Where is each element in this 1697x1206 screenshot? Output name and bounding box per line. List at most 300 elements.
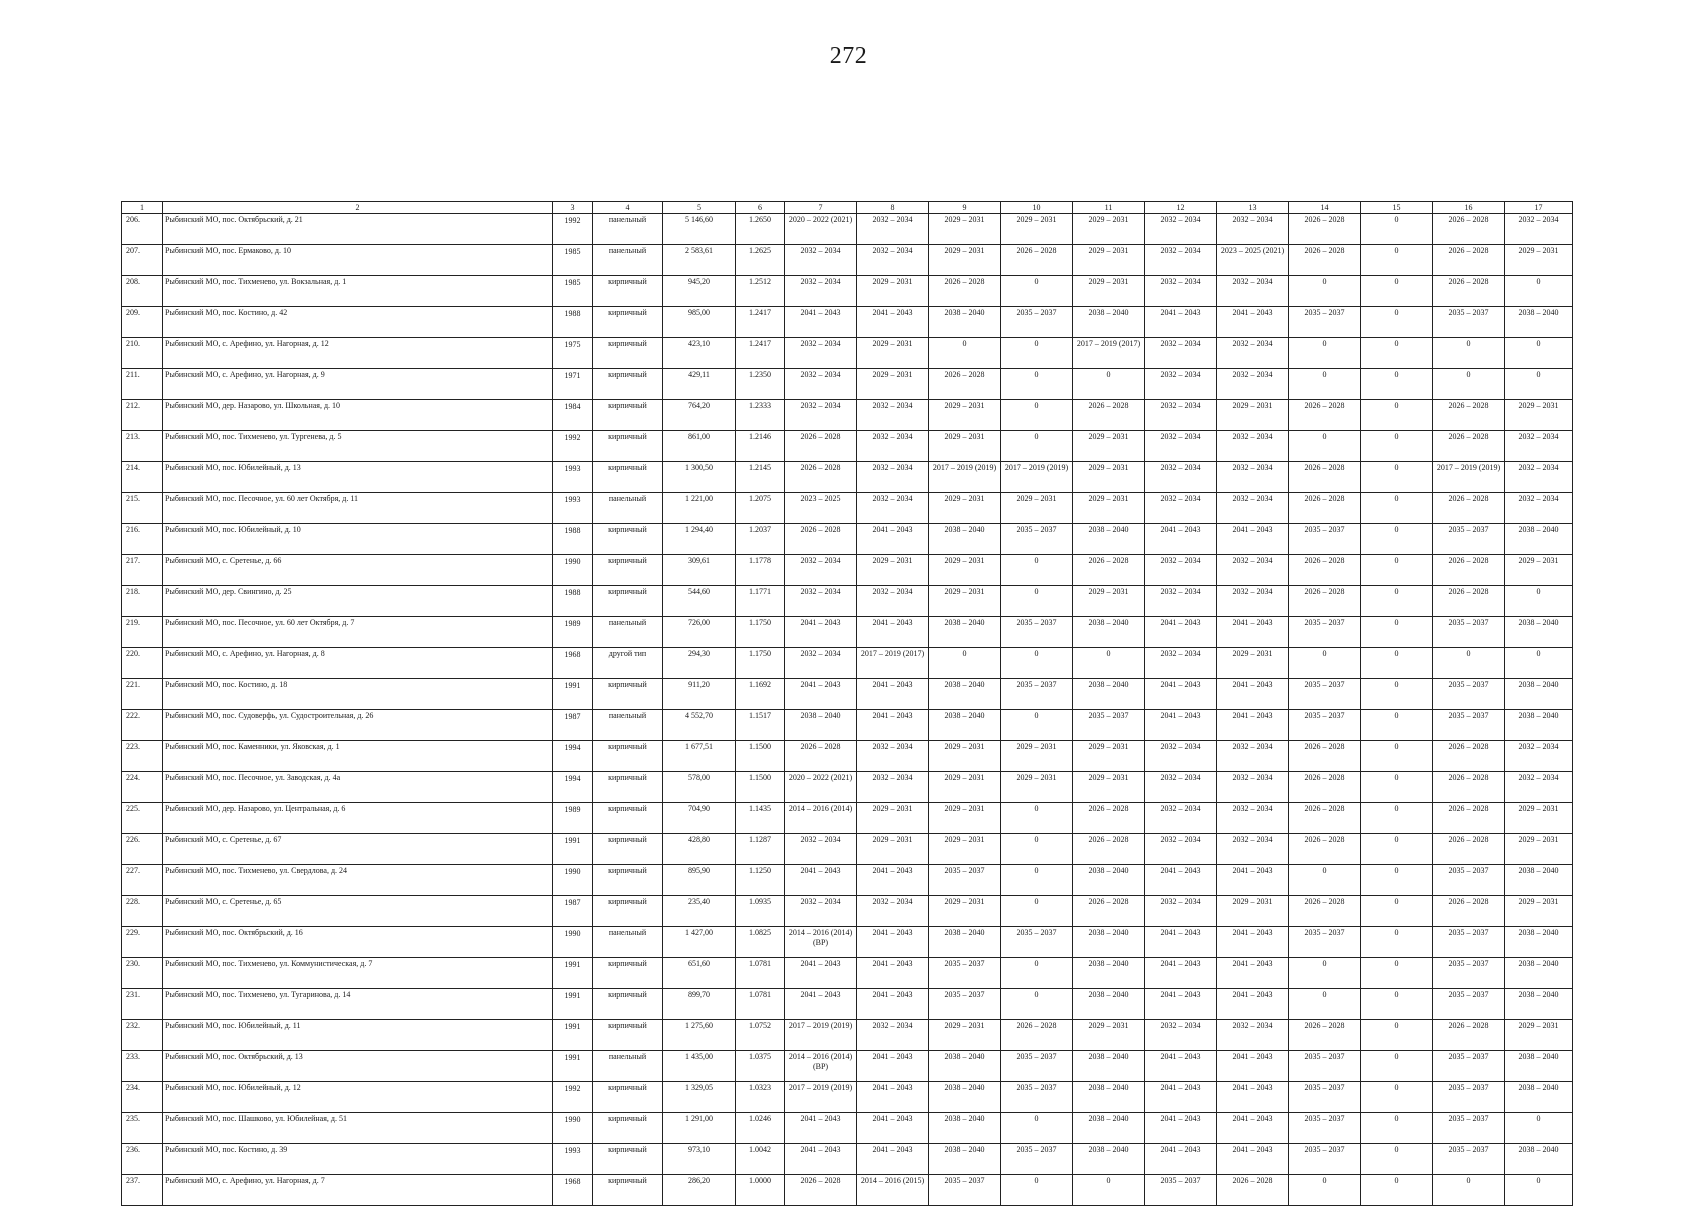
- address-cell: Рыбинский МО, с. Сретенье, д. 66: [163, 555, 553, 586]
- period-col-8-cell: 2032 – 2034: [857, 896, 929, 927]
- period-col-15-cell: 0: [1361, 276, 1433, 307]
- period-col-14-cell: 2026 – 2028: [1289, 555, 1361, 586]
- period-col-15-cell: 0: [1361, 679, 1433, 710]
- address-cell: Рыбинский МО, пос. Песочное, ул. 60 лет Октября, д. 11: [163, 493, 553, 524]
- period-col-9-cell: 2029 – 2031: [929, 555, 1001, 586]
- index-cell: 1.0375: [736, 1051, 785, 1082]
- period-col-12-cell: 2041 – 2043: [1145, 927, 1217, 958]
- period-col-16-cell: 0: [1433, 338, 1505, 369]
- period-col-12-cell: 2041 – 2043: [1145, 617, 1217, 648]
- table-row: [122, 245, 1573, 276]
- period-col-14-cell: 0: [1289, 989, 1361, 1020]
- period-col-16-cell: 2026 – 2028: [1433, 214, 1505, 245]
- row-number-cell: 221.: [122, 679, 163, 710]
- address-cell: Рыбинский МО, с. Арефино, ул. Нагорная, д. 7: [163, 1175, 553, 1206]
- period-col-14-cell: 2035 – 2037: [1289, 307, 1361, 338]
- index-cell: 1.2350: [736, 369, 785, 400]
- period-col-12-cell: 2035 – 2037: [1145, 1175, 1217, 1206]
- period-col-9-cell: 2038 – 2040: [929, 1082, 1001, 1113]
- period-col-14-cell: 0: [1289, 1175, 1361, 1206]
- period-col-15-cell: 0: [1361, 524, 1433, 555]
- period-col-10-cell: 2029 – 2031: [1001, 772, 1073, 803]
- period-col-7-cell: 2014 – 2016 (2014) (ВР): [785, 1051, 857, 1082]
- address-cell: Рыбинский МО, с. Сретенье, д. 65: [163, 896, 553, 927]
- wall-material-cell: кирпичный: [593, 586, 663, 617]
- period-col-11-cell: 2038 – 2040: [1073, 989, 1145, 1020]
- period-col-13-cell: 2041 – 2043: [1217, 1082, 1289, 1113]
- period-col-9-cell: 2038 – 2040: [929, 927, 1001, 958]
- period-col-9-cell: 2029 – 2031: [929, 493, 1001, 524]
- period-col-13-cell: 2041 – 2043: [1217, 927, 1289, 958]
- table-row: [122, 369, 1573, 400]
- period-col-13-cell: 2041 – 2043: [1217, 710, 1289, 741]
- year-built-cell: 1990: [553, 865, 593, 896]
- period-col-7-cell: 2041 – 2043: [785, 1113, 857, 1144]
- index-cell: 1.0323: [736, 1082, 785, 1113]
- wall-material-cell: кирпичный: [593, 400, 663, 431]
- period-col-14-cell: 2035 – 2037: [1289, 679, 1361, 710]
- period-col-14-cell: 2026 – 2028: [1289, 834, 1361, 865]
- period-col-15-cell: 0: [1361, 803, 1433, 834]
- period-col-17-cell: 2029 – 2031: [1505, 896, 1573, 927]
- wall-material-cell: кирпичный: [593, 338, 663, 369]
- period-col-7-cell: 2020 – 2022 (2021): [785, 772, 857, 803]
- period-col-11-cell: 2038 – 2040: [1073, 927, 1145, 958]
- period-col-14-cell: 2026 – 2028: [1289, 896, 1361, 927]
- table-row: [122, 307, 1573, 338]
- period-col-17-cell: 2038 – 2040: [1505, 958, 1573, 989]
- period-col-10-cell: 0: [1001, 1175, 1073, 1206]
- period-col-9-cell: 2029 – 2031: [929, 1020, 1001, 1051]
- period-col-8-cell: 2041 – 2043: [857, 927, 929, 958]
- period-col-13-cell: 2032 – 2034: [1217, 586, 1289, 617]
- area-cell: 861,00: [663, 431, 736, 462]
- area-cell: 1 275,60: [663, 1020, 736, 1051]
- period-col-13-cell: 2023 – 2025 (2021): [1217, 245, 1289, 276]
- year-built-cell: 1991: [553, 989, 593, 1020]
- period-col-9-cell: 0: [929, 648, 1001, 679]
- year-built-cell: 1991: [553, 1051, 593, 1082]
- period-col-9-cell: 2029 – 2031: [929, 803, 1001, 834]
- row-number-cell: 230.: [122, 958, 163, 989]
- period-col-9-cell: 2029 – 2031: [929, 586, 1001, 617]
- period-col-13-cell: 2032 – 2034: [1217, 214, 1289, 245]
- period-col-8-cell: 2041 – 2043: [857, 1144, 929, 1175]
- period-col-14-cell: 2026 – 2028: [1289, 245, 1361, 276]
- period-col-16-cell: 2026 – 2028: [1433, 896, 1505, 927]
- period-col-14-cell: 2035 – 2037: [1289, 927, 1361, 958]
- period-col-16-cell: 2017 – 2019 (2019): [1433, 462, 1505, 493]
- period-col-10-cell: 2035 – 2037: [1001, 617, 1073, 648]
- period-col-15-cell: 0: [1361, 307, 1433, 338]
- period-col-13-cell: 2032 – 2034: [1217, 369, 1289, 400]
- area-cell: 1 291,00: [663, 1113, 736, 1144]
- address-cell: Рыбинский МО, пос. Судоверфь, ул. Судостроительная, д. 26: [163, 710, 553, 741]
- period-col-7-cell: 2017 – 2019 (2019): [785, 1082, 857, 1113]
- area-cell: 895,90: [663, 865, 736, 896]
- row-number-cell: 233.: [122, 1051, 163, 1082]
- area-cell: 704,90: [663, 803, 736, 834]
- period-col-8-cell: 2029 – 2031: [857, 369, 929, 400]
- period-col-15-cell: 0: [1361, 431, 1433, 462]
- year-built-cell: 1988: [553, 586, 593, 617]
- period-col-8-cell: 2041 – 2043: [857, 1113, 929, 1144]
- row-number-cell: 229.: [122, 927, 163, 958]
- period-col-17-cell: 2032 – 2034: [1505, 431, 1573, 462]
- period-col-17-cell: 2038 – 2040: [1505, 679, 1573, 710]
- period-col-15-cell: 0: [1361, 741, 1433, 772]
- address-cell: Рыбинский МО, пос. Тихменево, ул. Тургенева, д. 5: [163, 431, 553, 462]
- address-cell: Рыбинский МО, пос. Тихменево, ул. Коммунистическая, д. 7: [163, 958, 553, 989]
- table-row: [122, 400, 1573, 431]
- period-col-13-cell: 2032 – 2034: [1217, 1020, 1289, 1051]
- period-col-16-cell: 2035 – 2037: [1433, 958, 1505, 989]
- period-col-8-cell: 2041 – 2043: [857, 307, 929, 338]
- table-row: [122, 1020, 1573, 1051]
- period-col-12-cell: 2041 – 2043: [1145, 958, 1217, 989]
- address-cell: Рыбинский МО, с. Арефино, ул. Нагорная, д. 8: [163, 648, 553, 679]
- wall-material-cell: кирпичный: [593, 679, 663, 710]
- wall-material-cell: кирпичный: [593, 1082, 663, 1113]
- period-col-14-cell: 0: [1289, 276, 1361, 307]
- row-number-cell: 213.: [122, 431, 163, 462]
- period-col-8-cell: 2032 – 2034: [857, 586, 929, 617]
- year-built-cell: 1968: [553, 1175, 593, 1206]
- period-col-16-cell: 2026 – 2028: [1433, 276, 1505, 307]
- year-built-cell: 1993: [553, 462, 593, 493]
- period-col-10-cell: 2035 – 2037: [1001, 307, 1073, 338]
- year-built-cell: 1991: [553, 958, 593, 989]
- period-col-10-cell: 0: [1001, 338, 1073, 369]
- table-row: [122, 927, 1573, 958]
- period-col-17-cell: 0: [1505, 276, 1573, 307]
- period-col-12-cell: 2032 – 2034: [1145, 276, 1217, 307]
- period-col-13-cell: 2032 – 2034: [1217, 493, 1289, 524]
- index-cell: 1.0246: [736, 1113, 785, 1144]
- address-cell: Рыбинский МО, пос. Костино, д. 39: [163, 1144, 553, 1175]
- period-col-14-cell: 0: [1289, 958, 1361, 989]
- year-built-cell: 1988: [553, 524, 593, 555]
- wall-material-cell: кирпичный: [593, 989, 663, 1020]
- period-col-12-cell: 2041 – 2043: [1145, 865, 1217, 896]
- period-col-16-cell: 2026 – 2028: [1433, 803, 1505, 834]
- period-col-16-cell: 0: [1433, 369, 1505, 400]
- year-built-cell: 1975: [553, 338, 593, 369]
- period-col-17-cell: 2038 – 2040: [1505, 865, 1573, 896]
- period-col-17-cell: 2029 – 2031: [1505, 1020, 1573, 1051]
- period-col-8-cell: 2032 – 2034: [857, 493, 929, 524]
- table-row: [122, 741, 1573, 772]
- period-col-8-cell: 2029 – 2031: [857, 338, 929, 369]
- period-col-8-cell: 2041 – 2043: [857, 958, 929, 989]
- period-col-9-cell: 2038 – 2040: [929, 1144, 1001, 1175]
- wall-material-cell: кирпичный: [593, 1175, 663, 1206]
- period-col-13-cell: 2041 – 2043: [1217, 617, 1289, 648]
- index-cell: 1.2333: [736, 400, 785, 431]
- row-number-cell: 227.: [122, 865, 163, 896]
- period-col-16-cell: 2026 – 2028: [1433, 493, 1505, 524]
- period-col-9-cell: 2029 – 2031: [929, 834, 1001, 865]
- address-cell: Рыбинский МО, дер. Свингино, д. 25: [163, 586, 553, 617]
- table-row: [122, 896, 1573, 927]
- area-cell: 5 146,60: [663, 214, 736, 245]
- table-row: [122, 555, 1573, 586]
- period-col-9-cell: 2038 – 2040: [929, 710, 1001, 741]
- period-col-9-cell: 2035 – 2037: [929, 989, 1001, 1020]
- address-cell: Рыбинский МО, с. Сретенье, д. 67: [163, 834, 553, 865]
- table-row: [122, 679, 1573, 710]
- period-col-12-cell: 2041 – 2043: [1145, 679, 1217, 710]
- period-col-7-cell: 2041 – 2043: [785, 679, 857, 710]
- period-col-16-cell: 2035 – 2037: [1433, 1082, 1505, 1113]
- area-cell: 764,20: [663, 400, 736, 431]
- period-col-16-cell: 2026 – 2028: [1433, 431, 1505, 462]
- address-cell: Рыбинский МО, пос. Костино, д. 18: [163, 679, 553, 710]
- period-col-10-cell: 0: [1001, 1113, 1073, 1144]
- period-col-10-cell: 2035 – 2037: [1001, 1144, 1073, 1175]
- period-col-7-cell: 2032 – 2034: [785, 338, 857, 369]
- table-row: [122, 462, 1573, 493]
- period-col-8-cell: 2029 – 2031: [857, 834, 929, 865]
- address-cell: Рыбинский МО, пос. Тихменево, ул. Свердлова, д. 24: [163, 865, 553, 896]
- wall-material-cell: кирпичный: [593, 1144, 663, 1175]
- index-cell: 1.0935: [736, 896, 785, 927]
- address-cell: Рыбинский МО, пос. Тихменево, ул. Тугаринова, д. 14: [163, 989, 553, 1020]
- row-number-cell: 237.: [122, 1175, 163, 1206]
- period-col-7-cell: 2032 – 2034: [785, 896, 857, 927]
- period-col-13-cell: 2032 – 2034: [1217, 741, 1289, 772]
- period-col-14-cell: 2035 – 2037: [1289, 710, 1361, 741]
- period-col-11-cell: 2038 – 2040: [1073, 958, 1145, 989]
- year-built-cell: 1988: [553, 307, 593, 338]
- period-col-7-cell: 2014 – 2016 (2014): [785, 803, 857, 834]
- period-col-17-cell: 2038 – 2040: [1505, 989, 1573, 1020]
- period-col-11-cell: 2029 – 2031: [1073, 245, 1145, 276]
- index-cell: 1.0752: [736, 1020, 785, 1051]
- period-col-12-cell: 2032 – 2034: [1145, 1020, 1217, 1051]
- period-col-10-cell: 0: [1001, 865, 1073, 896]
- row-number-cell: 214.: [122, 462, 163, 493]
- period-col-15-cell: 0: [1361, 1051, 1433, 1082]
- area-cell: 911,20: [663, 679, 736, 710]
- period-col-15-cell: 0: [1361, 1020, 1433, 1051]
- period-col-13-cell: 2041 – 2043: [1217, 307, 1289, 338]
- row-number-cell: 225.: [122, 803, 163, 834]
- row-number-cell: 234.: [122, 1082, 163, 1113]
- area-cell: 651,60: [663, 958, 736, 989]
- period-col-7-cell: 2041 – 2043: [785, 1144, 857, 1175]
- period-col-8-cell: 2029 – 2031: [857, 555, 929, 586]
- address-cell: Рыбинский МО, с. Арефино, ул. Нагорная, д. 12: [163, 338, 553, 369]
- address-cell: Рыбинский МО, пос. Песочное, ул. 60 лет Октября, д. 7: [163, 617, 553, 648]
- year-built-cell: 1971: [553, 369, 593, 400]
- year-built-cell: 1989: [553, 617, 593, 648]
- address-cell: Рыбинский МО, пос. Тихменево, ул. Вокзальная, д. 1: [163, 276, 553, 307]
- index-cell: 1.2512: [736, 276, 785, 307]
- area-cell: 423,10: [663, 338, 736, 369]
- period-col-10-cell: 0: [1001, 989, 1073, 1020]
- period-col-10-cell: 0: [1001, 803, 1073, 834]
- period-col-10-cell: 0: [1001, 834, 1073, 865]
- period-col-12-cell: 2041 – 2043: [1145, 307, 1217, 338]
- period-col-15-cell: 0: [1361, 586, 1433, 617]
- period-col-12-cell: 2032 – 2034: [1145, 896, 1217, 927]
- wall-material-cell: кирпичный: [593, 524, 663, 555]
- index-cell: 1.2075: [736, 493, 785, 524]
- row-number-cell: 215.: [122, 493, 163, 524]
- index-cell: 1.1435: [736, 803, 785, 834]
- table-body: [122, 214, 1573, 1206]
- area-cell: 578,00: [663, 772, 736, 803]
- period-col-12-cell: 2032 – 2034: [1145, 245, 1217, 276]
- period-col-12-cell: 2032 – 2034: [1145, 400, 1217, 431]
- period-col-17-cell: 2032 – 2034: [1505, 741, 1573, 772]
- wall-material-cell: кирпичный: [593, 307, 663, 338]
- period-col-12-cell: 2032 – 2034: [1145, 772, 1217, 803]
- period-col-13-cell: 2041 – 2043: [1217, 679, 1289, 710]
- period-col-12-cell: 2041 – 2043: [1145, 1051, 1217, 1082]
- period-col-11-cell: 2029 – 2031: [1073, 431, 1145, 462]
- period-col-7-cell: 2041 – 2043: [785, 989, 857, 1020]
- address-cell: Рыбинский МО, пос. Юбилейный, д. 11: [163, 1020, 553, 1051]
- period-col-15-cell: 0: [1361, 555, 1433, 586]
- period-col-15-cell: 0: [1361, 1144, 1433, 1175]
- period-col-9-cell: 2038 – 2040: [929, 617, 1001, 648]
- row-number-cell: 223.: [122, 741, 163, 772]
- period-col-8-cell: 2041 – 2043: [857, 524, 929, 555]
- period-col-14-cell: 2035 – 2037: [1289, 1082, 1361, 1113]
- period-col-16-cell: 0: [1433, 1175, 1505, 1206]
- period-col-11-cell: 2038 – 2040: [1073, 679, 1145, 710]
- period-col-17-cell: 2029 – 2031: [1505, 834, 1573, 865]
- period-col-14-cell: 2026 – 2028: [1289, 1020, 1361, 1051]
- period-col-8-cell: 2017 – 2019 (2017): [857, 648, 929, 679]
- period-col-14-cell: 2026 – 2028: [1289, 493, 1361, 524]
- period-col-17-cell: 2032 – 2034: [1505, 462, 1573, 493]
- year-built-cell: 1990: [553, 927, 593, 958]
- area-cell: 309,61: [663, 555, 736, 586]
- table-row: [122, 1144, 1573, 1175]
- period-col-9-cell: 2029 – 2031: [929, 741, 1001, 772]
- period-col-17-cell: 2038 – 2040: [1505, 710, 1573, 741]
- index-cell: 1.2650: [736, 214, 785, 245]
- wall-material-cell: другой тип: [593, 648, 663, 679]
- period-col-7-cell: 2032 – 2034: [785, 555, 857, 586]
- wall-material-cell: панельный: [593, 214, 663, 245]
- row-number-cell: 212.: [122, 400, 163, 431]
- period-col-11-cell: 2029 – 2031: [1073, 772, 1145, 803]
- year-built-cell: 1992: [553, 214, 593, 245]
- row-number-cell: 228.: [122, 896, 163, 927]
- period-col-9-cell: 2038 – 2040: [929, 524, 1001, 555]
- period-col-11-cell: 2029 – 2031: [1073, 586, 1145, 617]
- period-col-13-cell: 2032 – 2034: [1217, 276, 1289, 307]
- period-col-10-cell: 0: [1001, 276, 1073, 307]
- row-number-cell: 235.: [122, 1113, 163, 1144]
- period-col-10-cell: 0: [1001, 555, 1073, 586]
- period-col-17-cell: 2029 – 2031: [1505, 803, 1573, 834]
- period-col-7-cell: 2041 – 2043: [785, 307, 857, 338]
- column-header-4: 4: [593, 202, 663, 214]
- period-col-17-cell: 2038 – 2040: [1505, 617, 1573, 648]
- period-col-12-cell: 2032 – 2034: [1145, 555, 1217, 586]
- period-col-13-cell: 2026 – 2028: [1217, 1175, 1289, 1206]
- row-number-cell: 236.: [122, 1144, 163, 1175]
- row-number-cell: 222.: [122, 710, 163, 741]
- period-col-11-cell: 2029 – 2031: [1073, 1020, 1145, 1051]
- period-col-9-cell: 0: [929, 338, 1001, 369]
- wall-material-cell: панельный: [593, 245, 663, 276]
- address-cell: Рыбинский МО, пос. Песочное, ул. Заводская, д. 4а: [163, 772, 553, 803]
- table-row: [122, 586, 1573, 617]
- period-col-16-cell: 2035 – 2037: [1433, 679, 1505, 710]
- period-col-15-cell: 0: [1361, 958, 1433, 989]
- period-col-17-cell: 0: [1505, 369, 1573, 400]
- wall-material-cell: панельный: [593, 927, 663, 958]
- wall-material-cell: кирпичный: [593, 896, 663, 927]
- period-col-13-cell: 2041 – 2043: [1217, 989, 1289, 1020]
- period-col-15-cell: 0: [1361, 214, 1433, 245]
- column-header-11: 11: [1073, 202, 1145, 214]
- table-row: [122, 1113, 1573, 1144]
- wall-material-cell: кирпичный: [593, 834, 663, 865]
- period-col-16-cell: 2035 – 2037: [1433, 307, 1505, 338]
- address-cell: Рыбинский МО, пос. Ермаково, д. 10: [163, 245, 553, 276]
- column-header-17: 17: [1505, 202, 1573, 214]
- period-col-16-cell: 2035 – 2037: [1433, 989, 1505, 1020]
- period-col-14-cell: 2026 – 2028: [1289, 586, 1361, 617]
- period-col-17-cell: 2038 – 2040: [1505, 524, 1573, 555]
- column-header-16: 16: [1433, 202, 1505, 214]
- year-built-cell: 1985: [553, 276, 593, 307]
- row-number-cell: 231.: [122, 989, 163, 1020]
- index-cell: 1.2037: [736, 524, 785, 555]
- index-cell: 1.0781: [736, 989, 785, 1020]
- year-built-cell: 1985: [553, 245, 593, 276]
- housing-repair-schedule-table: [121, 201, 1573, 1206]
- period-col-8-cell: 2032 – 2034: [857, 431, 929, 462]
- period-col-14-cell: 2035 – 2037: [1289, 524, 1361, 555]
- row-number-cell: 207.: [122, 245, 163, 276]
- index-cell: 1.1750: [736, 648, 785, 679]
- column-header-12: 12: [1145, 202, 1217, 214]
- period-col-11-cell: 2029 – 2031: [1073, 276, 1145, 307]
- wall-material-cell: кирпичный: [593, 865, 663, 896]
- period-col-11-cell: 2029 – 2031: [1073, 214, 1145, 245]
- period-col-10-cell: 2035 – 2037: [1001, 679, 1073, 710]
- period-col-7-cell: 2038 – 2040: [785, 710, 857, 741]
- area-cell: 544,60: [663, 586, 736, 617]
- row-number-cell: 226.: [122, 834, 163, 865]
- area-cell: 428,80: [663, 834, 736, 865]
- row-number-cell: 210.: [122, 338, 163, 369]
- index-cell: 1.2417: [736, 307, 785, 338]
- column-header-8: 8: [857, 202, 929, 214]
- period-col-10-cell: 0: [1001, 710, 1073, 741]
- index-cell: 1.1778: [736, 555, 785, 586]
- year-built-cell: 1968: [553, 648, 593, 679]
- area-cell: 4 552,70: [663, 710, 736, 741]
- period-col-17-cell: 0: [1505, 338, 1573, 369]
- period-col-15-cell: 0: [1361, 772, 1433, 803]
- index-cell: 1.2417: [736, 338, 785, 369]
- period-col-10-cell: 2035 – 2037: [1001, 1051, 1073, 1082]
- address-cell: Рыбинский МО, пос. Октябрьский, д. 16: [163, 927, 553, 958]
- period-col-11-cell: 2026 – 2028: [1073, 803, 1145, 834]
- period-col-7-cell: 2014 – 2016 (2014) (ВР): [785, 927, 857, 958]
- period-col-8-cell: 2029 – 2031: [857, 276, 929, 307]
- period-col-7-cell: 2026 – 2028: [785, 431, 857, 462]
